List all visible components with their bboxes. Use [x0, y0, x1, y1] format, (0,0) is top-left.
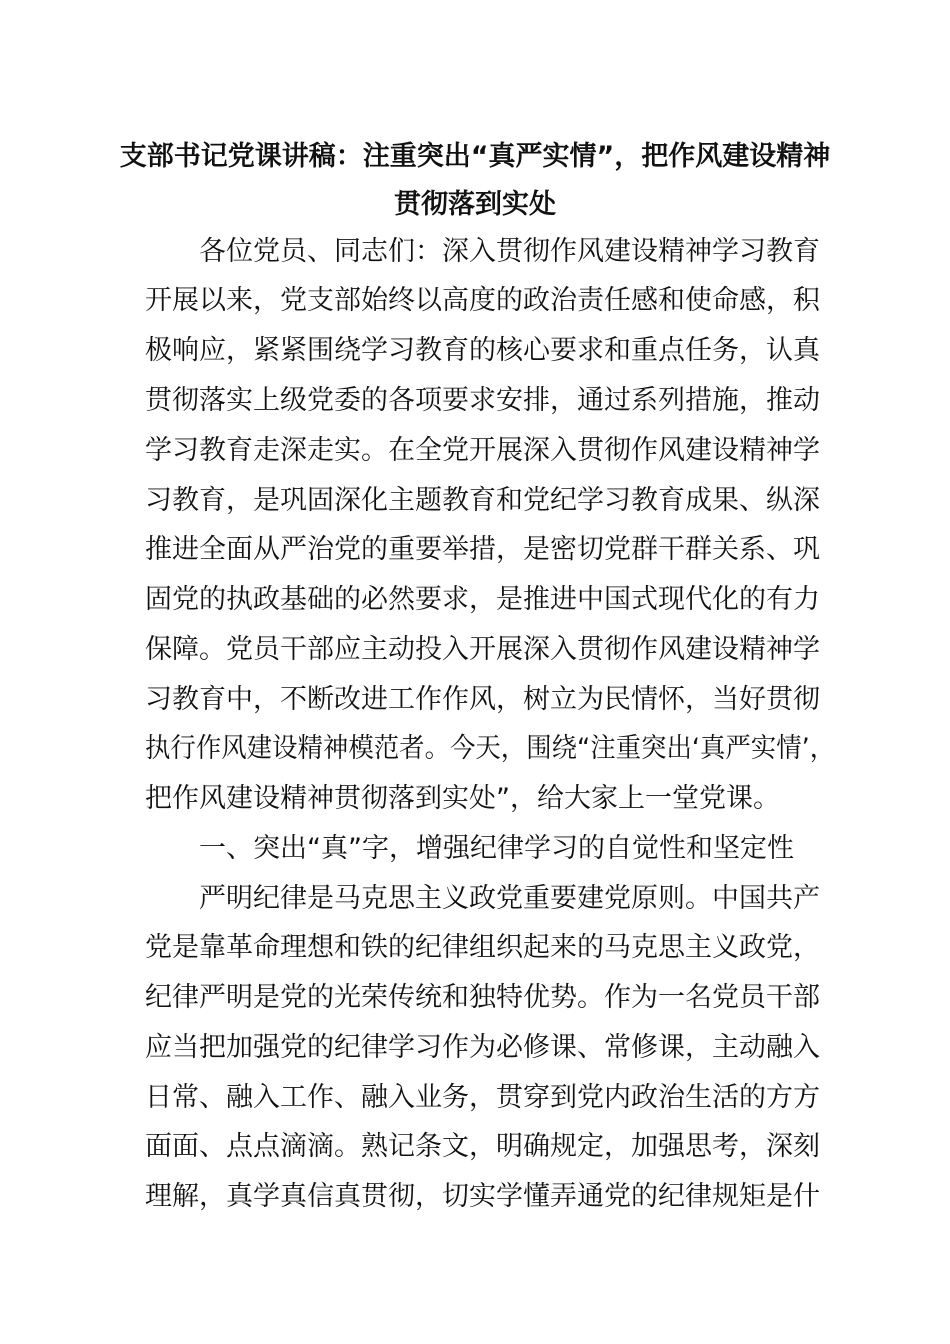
document-title-line-2: 贯彻落到实处: [394, 189, 556, 220]
body-text-line: 各位党员、同志们：深入贯彻作风建设精神学习教育: [145, 236, 820, 267]
body-text-line: 习教育中，不断改进工作作风，树立为民情怀，当好贯彻: [145, 684, 820, 715]
body-text-line: 推进全面从严治党的重要举措，是密切党群干群关系、巩: [145, 534, 820, 565]
body-text-line: 固党的执政基础的必然要求，是推进中国式现代化的有力: [145, 584, 820, 615]
body-text-line: 纪律严明是党的光荣传统和独特优势。作为一名党员干部: [145, 982, 820, 1013]
body-text-line: 理解，真学真信真贯彻，切实学懂弄通党的纪律规矩是什: [145, 1181, 820, 1212]
body-text-line: 开展以来，党支部始终以高度的政治责任感和使命感，积: [145, 285, 820, 316]
body-text-line: 应当把加强党的纪律学习作为必修课、常修课，主动融入: [145, 1032, 820, 1063]
body-text-line: 习教育，是巩固深化主题教育和党纪学习教育成果、纵深: [145, 485, 820, 516]
body-text-line: 极响应，紧紧围绕学习教育的核心要求和重点任务，认真: [145, 335, 820, 366]
body-text-line: 保障。党员干部应主动投入开展深入贯彻作风建设精神学: [145, 634, 820, 665]
body-text-line: 日常、融入工作、融入业务，贯穿到党内政治生活的方方: [145, 1082, 820, 1113]
body-text-line: 面面、点点滴滴。熟记条文，明确规定，加强思考，深刻: [145, 1131, 820, 1162]
body-text-line: 严明纪律是马克思主义政党重要建党原则。中国共产: [145, 883, 820, 914]
body-text-line: 贯彻落实上级党委的各项要求安排，通过系列措施，推动: [145, 385, 820, 416]
document-title-line-1: 支部书记党课讲稿：注重突出“真严实情”，把作风建设精神: [119, 141, 831, 172]
section-heading: 一、突出“真”字，增强纪律学习的自觉性和坚定性: [145, 833, 794, 864]
body-text-line: 党是靠革命理想和铁的纪律组织起来的马克思主义政党，: [145, 932, 820, 963]
body-text-line: 学习教育走深走实。在全党开展深入贯彻作风建设精神学: [145, 435, 820, 466]
body-text-line: 把作风建设精神贯彻落到实处”，给大家上一堂党课。: [145, 783, 780, 814]
body-text-line: 执行作风建设精神模范者。今天，围绕“注重突出‘真严实情’，: [145, 733, 836, 764]
